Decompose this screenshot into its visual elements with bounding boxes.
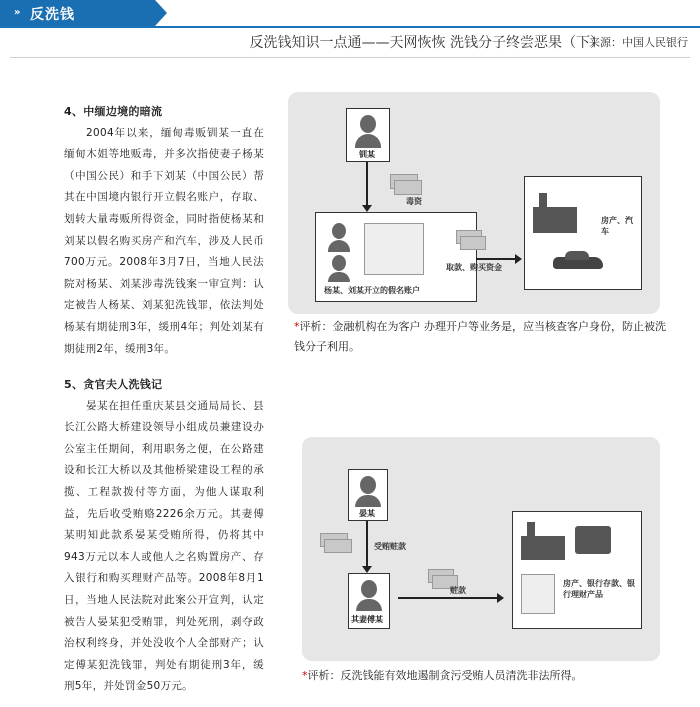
accounts-box	[315, 212, 477, 302]
arrow-right	[476, 258, 516, 260]
article-title: 反洗钱知识一点通——天网恢恢 洗钱分子终尝恶果（下）	[249, 35, 604, 51]
diagram-2-note-text: 评析：反洗钱能有效地遏制贪污受贿人员清洗非法所得。	[307, 669, 583, 682]
article-title-line	[0, 28, 700, 54]
section-header-bar	[0, 0, 700, 28]
money-label: 毒资	[406, 197, 422, 206]
person-box-bottom	[348, 573, 390, 629]
flow-label: 取款、购买资金	[446, 263, 502, 272]
person-icon-body	[356, 599, 382, 611]
car-icon	[553, 251, 603, 271]
arrow-down	[366, 162, 368, 206]
person-bottom-label: 其妻傅某	[351, 615, 383, 624]
diagram-2-panel	[302, 437, 660, 661]
person-top-label: 晏某	[359, 509, 375, 518]
chart-document-icon	[521, 574, 555, 614]
assets-box	[524, 176, 642, 290]
diagram-2-note	[302, 666, 682, 686]
divider	[10, 57, 690, 58]
assets-label: 房产、汽车	[601, 216, 633, 236]
double-chevron-icon: »	[14, 7, 21, 18]
section-tab[interactable]	[0, 0, 155, 26]
accounts-label: 杨某、刘某开立的假名账户	[324, 286, 420, 295]
person-icon-body	[355, 495, 381, 507]
person-icon-body	[328, 272, 350, 282]
assets-label: 房产、银行存款、银行理财产品	[563, 579, 635, 599]
person-icon	[332, 255, 346, 271]
flow-label: 赃款	[450, 586, 466, 595]
person-icon	[332, 223, 346, 239]
article-source: 来源：中国人民银行	[589, 36, 688, 49]
asterisk: *	[294, 320, 300, 333]
section-4	[64, 101, 264, 360]
section-4-heading: 4、中缅边境的暗流	[64, 105, 163, 118]
diagram-1-panel	[288, 92, 660, 314]
person-icon	[360, 476, 376, 494]
assets-box	[512, 511, 642, 629]
arrow-right	[398, 597, 498, 599]
section-5-body: 晏某在担任重庆某县交通局局长、县长江公路大桥建设领导小组成员兼建设办公室主任期间，利用职务之便，在公路建设和长江大桥以及其他桥梁建设工程的承揽、工程款拨付等方面，为他人谋取利益，先后收受贿赂2226余万元。其妻傅某明知此款系晏某受贿所得，仍将其中943万元以本人或他人之名购置房产、存入银行和购买理财产品等。2008年8月1日，当地人民法院对此案公开宣判，认定被告人晏某犯受贿罪，判处死刑，剥夺政治权利终身，并处没收个人全部财产；认定傅某犯洗钱罪，判处有期徒刑3年，缓刑5年，并处罚金50万元。	[64, 399, 264, 693]
section-tab-label: 反洗钱	[30, 7, 75, 23]
bribe-label: 受贿赃款	[374, 542, 406, 551]
asterisk: *	[302, 669, 308, 682]
diagram-1-note-text: 评析：金融机构在为客户 办理开户等业务是，应当核查客户身份，防止被洗钱分子利用。	[294, 320, 666, 353]
briefcase-icon	[575, 526, 611, 554]
section-4-body: 2004年以来，缅甸毒贩钏某一直在缅甸木姐等地贩毒，并多次指使妻子杨某（中国公民）和手下刘某（中国公民）帮其在中国境内银行开立假名账户，存取、划转大量毒贩所得资金，同时指使杨某和刘某以假名购买房产和汽车，涉及人民币700万元。2008年3月7日，当地人民法院对杨某、刘某涉毒洗钱案一审宣判：认定被告人杨某、刘某犯洗钱罪，依法判处杨某有期徒刑3年，缓刑4年；判处刘某有期徒刑2年，缓刑3年。	[64, 126, 264, 355]
arrow-down	[366, 521, 368, 567]
diagram-1-note	[294, 317, 666, 357]
section-5	[64, 374, 264, 698]
person-icon-body	[355, 134, 381, 148]
person-top-label: 钏某	[359, 150, 375, 159]
passbook-icon	[364, 223, 424, 275]
person-icon	[361, 580, 377, 598]
person-box-top	[348, 469, 388, 521]
person-box-top	[346, 108, 390, 162]
person-icon	[360, 115, 376, 133]
house-icon	[521, 522, 567, 562]
section-5-heading: 5、贪官夫人洗钱记	[64, 378, 163, 391]
house-icon	[533, 193, 579, 233]
person-icon-body	[328, 240, 350, 252]
